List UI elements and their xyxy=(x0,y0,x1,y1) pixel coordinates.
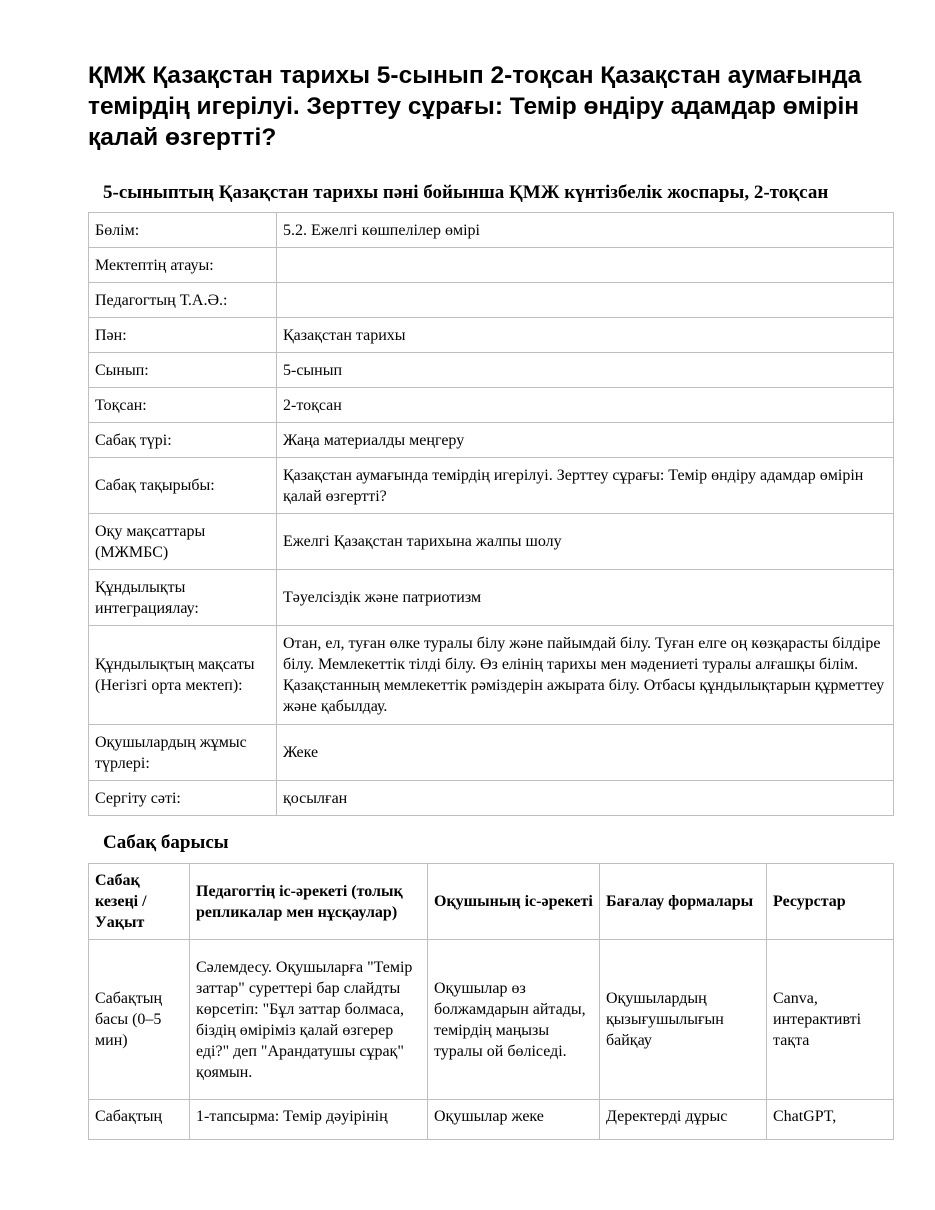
info-label: Мектептің атауы: xyxy=(89,248,277,283)
column-header: Педагогтің іс-әрекеті (толық репликалар мен нұсқаулар) xyxy=(190,864,428,940)
table-row xyxy=(89,213,894,248)
table-row xyxy=(89,283,894,318)
info-label: Пән: xyxy=(89,318,277,353)
resources-cell: ChatGPT, xyxy=(767,1100,894,1140)
table-row xyxy=(89,514,894,570)
document-title: ҚМЖ Қазақстан тарихы 5-сынып 2-тоқсан Қазақстан аумағында темірдің игерілуі. Зерттеу сұрағы: Темір өндіру адамдар өмірін қалай өзгертті? xyxy=(88,62,862,151)
table-row xyxy=(89,725,894,781)
lesson-flow-table xyxy=(88,863,894,1140)
info-label: Бөлім: xyxy=(89,213,277,248)
table-row xyxy=(89,353,894,388)
teacher-cell: 1-тапсырма: Темір дәуірінің xyxy=(190,1100,428,1140)
info-value xyxy=(277,283,894,318)
info-value: Отан, ел, туған өлке туралы білу және пайымдай білу. Туған елге оң көзқарасты білдіре білу. Мемлекеттік тілді білу. Өз елінің тарихы мен мәдениеті туралы алғашқы білім. Қазақстанның мемлекеттік рәміздерін ажырата білу. Отбасы құндылықтарын құрметтеу және қабылдау. xyxy=(277,626,894,725)
table-row xyxy=(89,781,894,816)
assessment-cell: Оқушылардың қызығушылығын байқау xyxy=(600,940,767,1100)
info-label: Тоқсан: xyxy=(89,388,277,423)
info-label: Оқушылардың жұмыс түрлері: xyxy=(89,725,277,781)
info-label: Құндылықты интеграциялау: xyxy=(89,570,277,626)
resources-cell: Canva, интерактивті тақта xyxy=(767,940,894,1100)
info-label: Педагогтың Т.А.Ә.: xyxy=(89,283,277,318)
info-value: Ежелгі Қазақстан тарихына жалпы шолу xyxy=(277,514,894,570)
table-row xyxy=(89,1100,894,1140)
info-value: 5.2. Ежелгі көшпелілер өмірі xyxy=(277,213,894,248)
column-header: Сабақ кезеңі / Уақыт xyxy=(89,864,190,940)
table-row xyxy=(89,318,894,353)
info-value: Жаңа материалды меңгеру xyxy=(277,423,894,458)
info-value: қосылған xyxy=(277,781,894,816)
assessment-cell: Деректерді дұрыс xyxy=(600,1100,767,1140)
column-header: Оқушының іс-әрекеті xyxy=(428,864,600,940)
student-cell: Оқушылар жеке xyxy=(428,1100,600,1140)
table-header-row xyxy=(89,864,894,940)
info-label: Сергіту сәті: xyxy=(89,781,277,816)
table-row xyxy=(89,423,894,458)
table-row xyxy=(89,940,894,1100)
plan-heading: 5-сыныптың Қазақстан тарихы пәні бойынша ҚМЖ күнтізбелік жоспары, 2-тоқсан xyxy=(103,182,829,203)
column-header: Ресурстар xyxy=(767,864,894,940)
info-value: 2-тоқсан xyxy=(277,388,894,423)
info-value: Жеке xyxy=(277,725,894,781)
info-value: 5-сынып xyxy=(277,353,894,388)
info-label: Оқу мақсаттары (МЖМБС) xyxy=(89,514,277,570)
document-page xyxy=(88,0,893,1140)
info-label: Сынып: xyxy=(89,353,277,388)
info-value: Қазақстан тарихы xyxy=(277,318,894,353)
lesson-info-table xyxy=(88,212,894,816)
table-row xyxy=(89,248,894,283)
table-row xyxy=(89,388,894,423)
info-label: Сабақ түрі: xyxy=(89,423,277,458)
info-label: Құндылықтың мақсаты (Негізгі орта мектеп): xyxy=(89,626,277,725)
table-row xyxy=(89,626,894,725)
teacher-cell: Сәлемдесу. Оқушыларға "Темір заттар" суреттері бар слайдты көрсетіп: "Бұл заттар болмаса, біздің өміріміз қалай өзгерер еді?" деп "Арандатушы сұрақ" қоямын. xyxy=(190,940,428,1100)
info-value: Қазақстан аумағында темірдің игерілуі. Зерттеу сұрағы: Темір өндіру адамдар өмірін қалай өзгертті? xyxy=(277,458,894,514)
table-row xyxy=(89,570,894,626)
column-header: Бағалау формалары xyxy=(600,864,767,940)
lesson-heading: Сабақ барысы xyxy=(103,832,229,853)
stage-cell: Сабақтың xyxy=(89,1100,190,1140)
stage-cell: Сабақтың басы (0–5 мин) xyxy=(89,940,190,1100)
student-cell: Оқушылар өз болжамдарын айтады, темірдің маңызы туралы ой бөліседі. xyxy=(428,940,600,1100)
info-value: Тәуелсіздік және патриотизм xyxy=(277,570,894,626)
table-row xyxy=(89,458,894,514)
info-value xyxy=(277,248,894,283)
info-label: Сабақ тақырыбы: xyxy=(89,458,277,514)
